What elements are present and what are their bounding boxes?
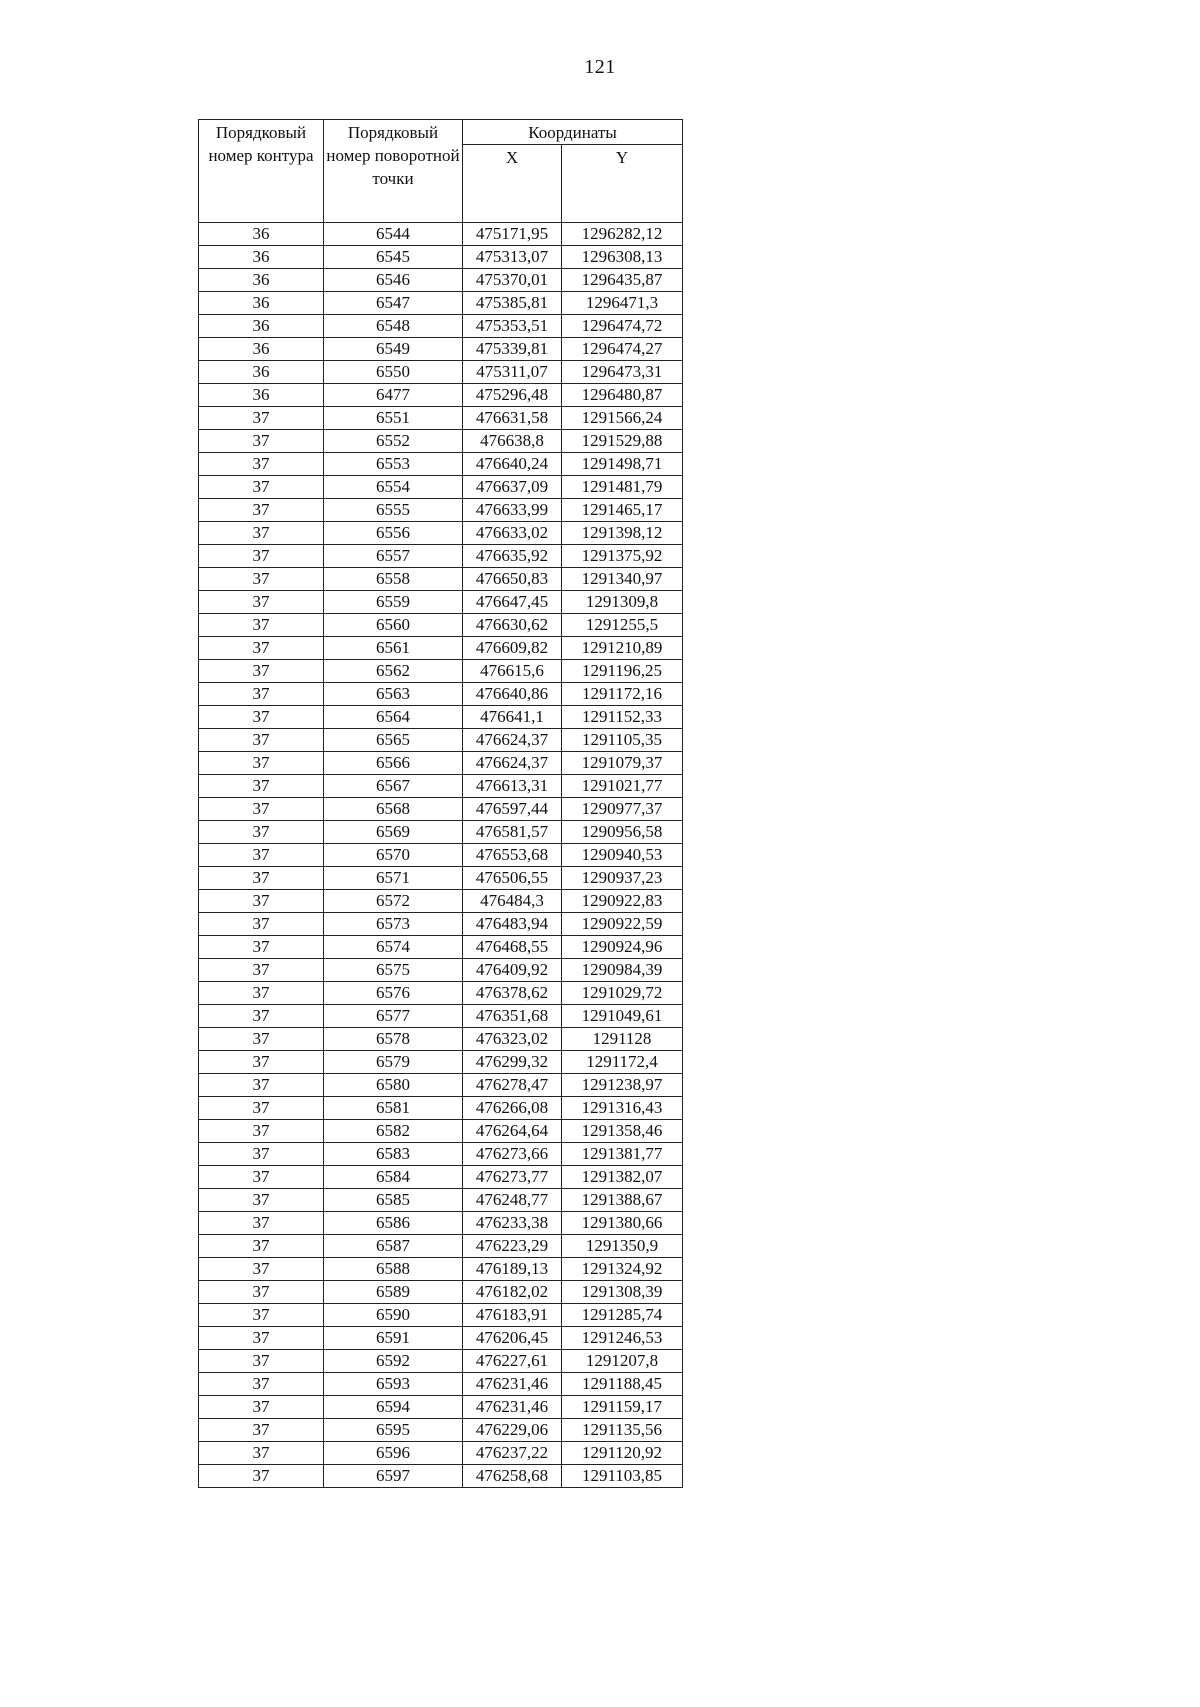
cell-point-number: 6550 xyxy=(324,361,463,384)
cell-x: 476258,68 xyxy=(463,1465,562,1488)
table-row xyxy=(199,338,683,361)
cell-y: 1291398,12 xyxy=(562,522,683,545)
cell-y: 1291316,43 xyxy=(562,1097,683,1120)
table-row xyxy=(199,1189,683,1212)
cell-point-number: 6551 xyxy=(324,407,463,430)
cell-contour-number: 37 xyxy=(199,1005,324,1028)
cell-contour-number: 37 xyxy=(199,982,324,1005)
cell-x: 476206,45 xyxy=(463,1327,562,1350)
table-row xyxy=(199,706,683,729)
cell-y: 1291340,97 xyxy=(562,568,683,591)
table-row xyxy=(199,453,683,476)
table-row xyxy=(199,1442,683,1465)
cell-contour-number: 37 xyxy=(199,1442,324,1465)
cell-point-number: 6553 xyxy=(324,453,463,476)
table-row xyxy=(199,476,683,499)
table-row xyxy=(199,1097,683,1120)
table-row xyxy=(199,499,683,522)
cell-point-number: 6576 xyxy=(324,982,463,1005)
header-coordinates: Координаты xyxy=(463,120,683,145)
cell-y: 1291159,17 xyxy=(562,1396,683,1419)
cell-contour-number: 37 xyxy=(199,1350,324,1373)
cell-contour-number: 37 xyxy=(199,798,324,821)
table-row xyxy=(199,315,683,338)
cell-contour-number: 37 xyxy=(199,1235,324,1258)
cell-x: 475385,81 xyxy=(463,292,562,315)
table-row xyxy=(199,1258,683,1281)
cell-contour-number: 37 xyxy=(199,1281,324,1304)
cell-y: 1296480,87 xyxy=(562,384,683,407)
cell-point-number: 6569 xyxy=(324,821,463,844)
cell-point-number: 6561 xyxy=(324,637,463,660)
cell-contour-number: 37 xyxy=(199,752,324,775)
cell-contour-number: 37 xyxy=(199,1396,324,1419)
cell-point-number: 6588 xyxy=(324,1258,463,1281)
cell-contour-number: 37 xyxy=(199,1258,324,1281)
cell-point-number: 6592 xyxy=(324,1350,463,1373)
cell-point-number: 6594 xyxy=(324,1396,463,1419)
cell-y: 1296308,13 xyxy=(562,246,683,269)
cell-point-number: 6563 xyxy=(324,683,463,706)
table-row xyxy=(199,407,683,430)
table-row xyxy=(199,1281,683,1304)
cell-contour-number: 37 xyxy=(199,1028,324,1051)
cell-point-number: 6554 xyxy=(324,476,463,499)
table-row xyxy=(199,1327,683,1350)
cell-y: 1291380,66 xyxy=(562,1212,683,1235)
cell-x: 475171,95 xyxy=(463,223,562,246)
cell-x: 475296,48 xyxy=(463,384,562,407)
cell-point-number: 6573 xyxy=(324,913,463,936)
table-row xyxy=(199,1143,683,1166)
cell-contour-number: 37 xyxy=(199,545,324,568)
cell-point-number: 6567 xyxy=(324,775,463,798)
cell-y: 1291308,39 xyxy=(562,1281,683,1304)
cell-contour-number: 37 xyxy=(199,683,324,706)
cell-x: 476378,62 xyxy=(463,982,562,1005)
cell-x: 476273,77 xyxy=(463,1166,562,1189)
table-row xyxy=(199,545,683,568)
cell-x: 475339,81 xyxy=(463,338,562,361)
cell-point-number: 6578 xyxy=(324,1028,463,1051)
cell-y: 1291246,53 xyxy=(562,1327,683,1350)
cell-point-number: 6545 xyxy=(324,246,463,269)
cell-x: 475370,01 xyxy=(463,269,562,292)
cell-y: 1291103,85 xyxy=(562,1465,683,1488)
table-row xyxy=(199,890,683,913)
cell-x: 476615,6 xyxy=(463,660,562,683)
cell-y: 1291309,8 xyxy=(562,591,683,614)
cell-x: 476609,82 xyxy=(463,637,562,660)
table-row xyxy=(199,936,683,959)
cell-contour-number: 37 xyxy=(199,775,324,798)
table-row xyxy=(199,384,683,407)
cell-x: 476650,83 xyxy=(463,568,562,591)
table-row xyxy=(199,982,683,1005)
table-row xyxy=(199,1120,683,1143)
cell-y: 1291079,37 xyxy=(562,752,683,775)
cell-contour-number: 37 xyxy=(199,568,324,591)
table-row xyxy=(199,959,683,982)
cell-x: 476248,77 xyxy=(463,1189,562,1212)
cell-x: 476182,02 xyxy=(463,1281,562,1304)
table-row xyxy=(199,269,683,292)
cell-x: 476266,08 xyxy=(463,1097,562,1120)
cell-x: 476278,47 xyxy=(463,1074,562,1097)
cell-x: 475311,07 xyxy=(463,361,562,384)
cell-x: 476183,91 xyxy=(463,1304,562,1327)
cell-contour-number: 37 xyxy=(199,913,324,936)
cell-contour-number: 37 xyxy=(199,821,324,844)
cell-x: 476299,32 xyxy=(463,1051,562,1074)
cell-x: 476635,92 xyxy=(463,545,562,568)
cell-point-number: 6547 xyxy=(324,292,463,315)
cell-point-number: 6593 xyxy=(324,1373,463,1396)
cell-x: 475353,51 xyxy=(463,315,562,338)
cell-x: 476638,8 xyxy=(463,430,562,453)
cell-point-number: 6548 xyxy=(324,315,463,338)
cell-contour-number: 37 xyxy=(199,1304,324,1327)
cell-y: 1291210,89 xyxy=(562,637,683,660)
cell-x: 476468,55 xyxy=(463,936,562,959)
cell-y: 1296282,12 xyxy=(562,223,683,246)
cell-y: 1290956,58 xyxy=(562,821,683,844)
cell-point-number: 6574 xyxy=(324,936,463,959)
table-row xyxy=(199,1051,683,1074)
cell-contour-number: 37 xyxy=(199,430,324,453)
table-row xyxy=(199,292,683,315)
cell-point-number: 6564 xyxy=(324,706,463,729)
cell-x: 476640,86 xyxy=(463,683,562,706)
cell-contour-number: 36 xyxy=(199,292,324,315)
cell-point-number: 6590 xyxy=(324,1304,463,1327)
cell-y: 1291049,61 xyxy=(562,1005,683,1028)
cell-point-number: 6570 xyxy=(324,844,463,867)
cell-contour-number: 37 xyxy=(199,706,324,729)
cell-x: 476624,37 xyxy=(463,752,562,775)
cell-y: 1291172,4 xyxy=(562,1051,683,1074)
cell-point-number: 6585 xyxy=(324,1189,463,1212)
cell-contour-number: 37 xyxy=(199,1465,324,1488)
cell-y: 1291324,92 xyxy=(562,1258,683,1281)
cell-x: 476233,38 xyxy=(463,1212,562,1235)
cell-contour-number: 37 xyxy=(199,637,324,660)
cell-contour-number: 37 xyxy=(199,936,324,959)
table-row xyxy=(199,1028,683,1051)
table-row xyxy=(199,1304,683,1327)
cell-y: 1291388,67 xyxy=(562,1189,683,1212)
cell-contour-number: 37 xyxy=(199,1051,324,1074)
cell-point-number: 6571 xyxy=(324,867,463,890)
cell-y: 1291188,45 xyxy=(562,1373,683,1396)
cell-point-number: 6591 xyxy=(324,1327,463,1350)
cell-x: 475313,07 xyxy=(463,246,562,269)
cell-x: 476351,68 xyxy=(463,1005,562,1028)
cell-point-number: 6557 xyxy=(324,545,463,568)
cell-x: 476553,68 xyxy=(463,844,562,867)
cell-x: 476231,46 xyxy=(463,1396,562,1419)
table-row xyxy=(199,683,683,706)
cell-y: 1291128 xyxy=(562,1028,683,1051)
cell-y: 1291381,77 xyxy=(562,1143,683,1166)
cell-x: 476231,46 xyxy=(463,1373,562,1396)
cell-point-number: 6597 xyxy=(324,1465,463,1488)
cell-contour-number: 37 xyxy=(199,407,324,430)
cell-point-number: 6552 xyxy=(324,430,463,453)
cell-y: 1291481,79 xyxy=(562,476,683,499)
cell-contour-number: 36 xyxy=(199,246,324,269)
table-row xyxy=(199,1396,683,1419)
cell-x: 476647,45 xyxy=(463,591,562,614)
cell-point-number: 6544 xyxy=(324,223,463,246)
table-row xyxy=(199,522,683,545)
cell-x: 476613,31 xyxy=(463,775,562,798)
cell-y: 1291196,25 xyxy=(562,660,683,683)
table-row xyxy=(199,1465,683,1488)
cell-point-number: 6595 xyxy=(324,1419,463,1442)
cell-y: 1291021,77 xyxy=(562,775,683,798)
cell-contour-number: 36 xyxy=(199,361,324,384)
header-y: Y xyxy=(562,145,683,223)
cell-x: 476409,92 xyxy=(463,959,562,982)
cell-y: 1291172,16 xyxy=(562,683,683,706)
cell-y: 1291238,97 xyxy=(562,1074,683,1097)
cell-contour-number: 36 xyxy=(199,315,324,338)
cell-contour-number: 37 xyxy=(199,867,324,890)
cell-x: 476223,29 xyxy=(463,1235,562,1258)
cell-y: 1291350,9 xyxy=(562,1235,683,1258)
cell-point-number: 6579 xyxy=(324,1051,463,1074)
cell-point-number: 6572 xyxy=(324,890,463,913)
cell-contour-number: 37 xyxy=(199,1120,324,1143)
header-x: X xyxy=(463,145,562,223)
table-body xyxy=(199,223,683,1488)
table-row xyxy=(199,729,683,752)
cell-y: 1290924,96 xyxy=(562,936,683,959)
table-row xyxy=(199,660,683,683)
cell-point-number: 6562 xyxy=(324,660,463,683)
table-row xyxy=(199,1235,683,1258)
cell-point-number: 6560 xyxy=(324,614,463,637)
table-row xyxy=(199,246,683,269)
cell-y: 1290922,59 xyxy=(562,913,683,936)
table-row xyxy=(199,637,683,660)
cell-contour-number: 37 xyxy=(199,1189,324,1212)
table-row xyxy=(199,867,683,890)
cell-x: 476641,1 xyxy=(463,706,562,729)
cell-y: 1291465,17 xyxy=(562,499,683,522)
table-row xyxy=(199,1005,683,1028)
cell-point-number: 6555 xyxy=(324,499,463,522)
table-row xyxy=(199,844,683,867)
cell-contour-number: 37 xyxy=(199,591,324,614)
cell-x: 476483,94 xyxy=(463,913,562,936)
cell-contour-number: 37 xyxy=(199,1097,324,1120)
table-row xyxy=(199,591,683,614)
table-row xyxy=(199,821,683,844)
cell-y: 1291285,74 xyxy=(562,1304,683,1327)
table-row xyxy=(199,913,683,936)
table-row xyxy=(199,798,683,821)
table-row xyxy=(199,1419,683,1442)
cell-contour-number: 36 xyxy=(199,384,324,407)
cell-point-number: 6565 xyxy=(324,729,463,752)
cell-contour-number: 37 xyxy=(199,1373,324,1396)
cell-x: 476227,61 xyxy=(463,1350,562,1373)
cell-y: 1290937,23 xyxy=(562,867,683,890)
cell-x: 476581,57 xyxy=(463,821,562,844)
cell-point-number: 6582 xyxy=(324,1120,463,1143)
cell-point-number: 6587 xyxy=(324,1235,463,1258)
table-row xyxy=(199,752,683,775)
cell-contour-number: 37 xyxy=(199,1143,324,1166)
cell-y: 1291120,92 xyxy=(562,1442,683,1465)
cell-y: 1291498,71 xyxy=(562,453,683,476)
cell-point-number: 6583 xyxy=(324,1143,463,1166)
cell-contour-number: 37 xyxy=(199,1212,324,1235)
cell-point-number: 6566 xyxy=(324,752,463,775)
cell-y: 1291105,35 xyxy=(562,729,683,752)
page-number: 121 xyxy=(584,56,616,78)
cell-x: 476323,02 xyxy=(463,1028,562,1051)
cell-x: 476637,09 xyxy=(463,476,562,499)
cell-y: 1291375,92 xyxy=(562,545,683,568)
cell-point-number: 6559 xyxy=(324,591,463,614)
header-point-number: Порядковый номер поворотной точки xyxy=(324,120,463,223)
table-row xyxy=(199,223,683,246)
cell-contour-number: 37 xyxy=(199,453,324,476)
cell-y: 1296474,72 xyxy=(562,315,683,338)
table-row xyxy=(199,1166,683,1189)
cell-point-number: 6568 xyxy=(324,798,463,821)
cell-contour-number: 37 xyxy=(199,844,324,867)
cell-point-number: 6586 xyxy=(324,1212,463,1235)
cell-y: 1290940,53 xyxy=(562,844,683,867)
cell-y: 1291207,8 xyxy=(562,1350,683,1373)
cell-contour-number: 37 xyxy=(199,1419,324,1442)
cell-contour-number: 37 xyxy=(199,476,324,499)
cell-point-number: 6581 xyxy=(324,1097,463,1120)
cell-contour-number: 37 xyxy=(199,660,324,683)
cell-y: 1290922,83 xyxy=(562,890,683,913)
cell-contour-number: 37 xyxy=(199,729,324,752)
cell-y: 1291255,5 xyxy=(562,614,683,637)
table-row xyxy=(199,1074,683,1097)
cell-y: 1291566,24 xyxy=(562,407,683,430)
cell-x: 476630,62 xyxy=(463,614,562,637)
cell-y: 1291029,72 xyxy=(562,982,683,1005)
cell-y: 1296435,87 xyxy=(562,269,683,292)
cell-x: 476633,99 xyxy=(463,499,562,522)
cell-y: 1296473,31 xyxy=(562,361,683,384)
cell-point-number: 6584 xyxy=(324,1166,463,1189)
cell-y: 1296471,3 xyxy=(562,292,683,315)
cell-y: 1290977,37 xyxy=(562,798,683,821)
cell-point-number: 6558 xyxy=(324,568,463,591)
cell-point-number: 6546 xyxy=(324,269,463,292)
cell-x: 476273,66 xyxy=(463,1143,562,1166)
cell-contour-number: 36 xyxy=(199,338,324,361)
cell-x: 476506,55 xyxy=(463,867,562,890)
cell-x: 476264,64 xyxy=(463,1120,562,1143)
coordinates-table xyxy=(198,119,683,1488)
cell-x: 476640,24 xyxy=(463,453,562,476)
cell-point-number: 6477 xyxy=(324,384,463,407)
cell-contour-number: 37 xyxy=(199,959,324,982)
cell-contour-number: 37 xyxy=(199,890,324,913)
table-row xyxy=(199,361,683,384)
cell-y: 1296474,27 xyxy=(562,338,683,361)
cell-x: 476624,37 xyxy=(463,729,562,752)
cell-contour-number: 37 xyxy=(199,1166,324,1189)
cell-y: 1291152,33 xyxy=(562,706,683,729)
cell-contour-number: 37 xyxy=(199,522,324,545)
table-row xyxy=(199,614,683,637)
cell-x: 476631,58 xyxy=(463,407,562,430)
cell-y: 1290984,39 xyxy=(562,959,683,982)
table-row xyxy=(199,1350,683,1373)
cell-x: 476189,13 xyxy=(463,1258,562,1281)
cell-y: 1291529,88 xyxy=(562,430,683,453)
cell-y: 1291135,56 xyxy=(562,1419,683,1442)
table-row xyxy=(199,775,683,798)
cell-point-number: 6556 xyxy=(324,522,463,545)
table-row xyxy=(199,430,683,453)
cell-contour-number: 37 xyxy=(199,1074,324,1097)
cell-x: 476484,3 xyxy=(463,890,562,913)
cell-point-number: 6577 xyxy=(324,1005,463,1028)
table-row xyxy=(199,1373,683,1396)
cell-x: 476597,44 xyxy=(463,798,562,821)
header-contour-number: Порядковый номер контура xyxy=(199,120,324,223)
cell-contour-number: 37 xyxy=(199,1327,324,1350)
cell-x: 476633,02 xyxy=(463,522,562,545)
table-row xyxy=(199,1212,683,1235)
cell-contour-number: 36 xyxy=(199,269,324,292)
cell-point-number: 6596 xyxy=(324,1442,463,1465)
cell-x: 476237,22 xyxy=(463,1442,562,1465)
cell-contour-number: 37 xyxy=(199,499,324,522)
cell-y: 1291358,46 xyxy=(562,1120,683,1143)
table-row xyxy=(199,568,683,591)
cell-point-number: 6575 xyxy=(324,959,463,982)
cell-point-number: 6589 xyxy=(324,1281,463,1304)
cell-y: 1291382,07 xyxy=(562,1166,683,1189)
cell-point-number: 6580 xyxy=(324,1074,463,1097)
cell-point-number: 6549 xyxy=(324,338,463,361)
cell-contour-number: 36 xyxy=(199,223,324,246)
cell-x: 476229,06 xyxy=(463,1419,562,1442)
cell-contour-number: 37 xyxy=(199,614,324,637)
